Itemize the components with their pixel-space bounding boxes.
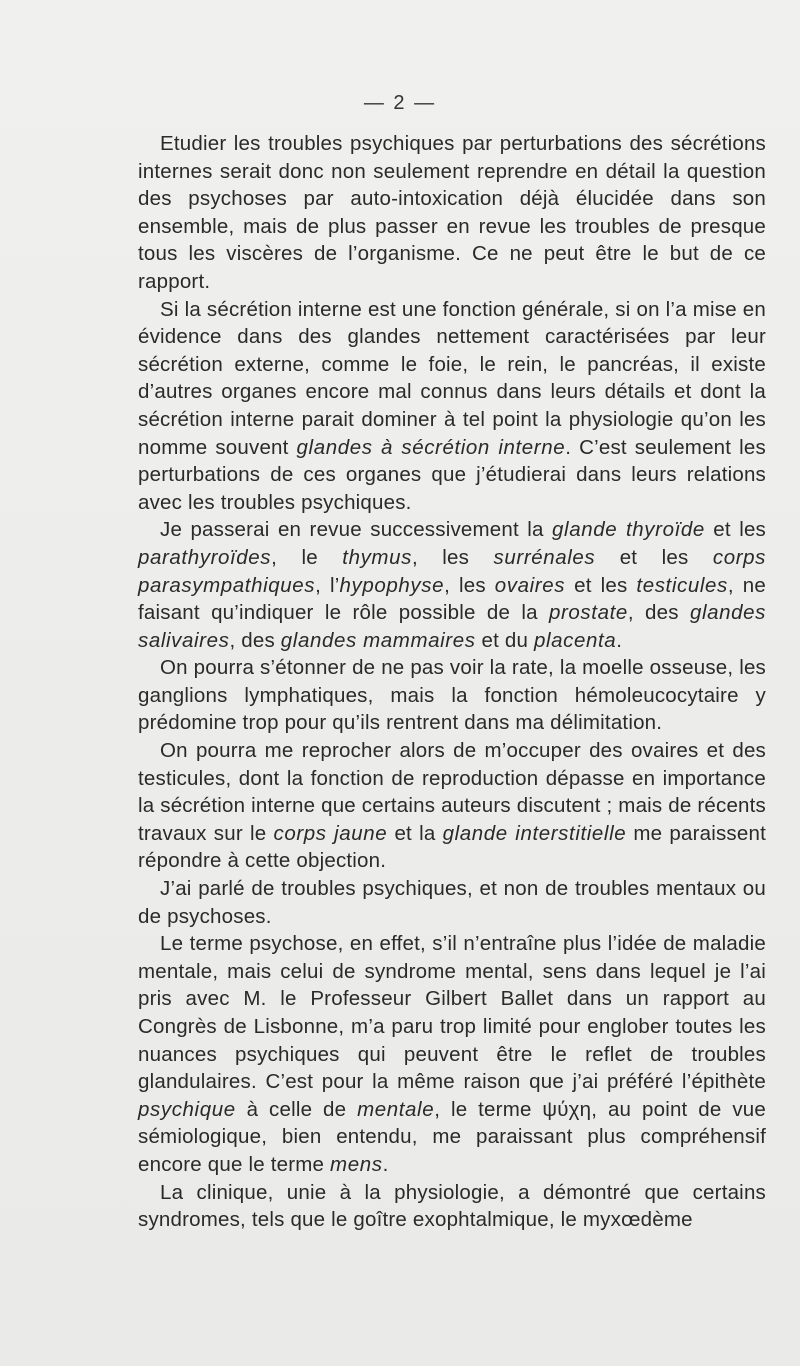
- text-run: et les: [595, 545, 713, 569]
- italic-term: hypophyse: [339, 573, 445, 597]
- italic-term: psychique: [138, 1097, 236, 1121]
- paragraph: [138, 737, 766, 875]
- text-run: J’ai parlé de troubles psychiques, et non de troubles mentaux ou de psychoses.: [138, 877, 766, 928]
- paragraph: [138, 130, 766, 296]
- text-run: , des: [627, 601, 690, 625]
- italic-term: glande thyroïde: [552, 518, 705, 542]
- text-run: , les: [411, 545, 494, 569]
- text-run: me paraissent répondre à cette objection.: [138, 821, 766, 873]
- text-run: , les: [444, 573, 495, 597]
- paragraph: [138, 296, 766, 517]
- text-run: On pourra s’étonner de ne pas voir la rate, la moelle osseuse, les ganglions lymphatiques, mais la fonction hémoleucocytaire y prédomine trop pour qu’ils rentrent dans ma délimitation.: [138, 656, 766, 735]
- text-run: . C’est seulement les perturbations de ces organes que j’étudierai dans leurs relations avec les troubles psychiques.: [138, 435, 766, 514]
- text-run: et les: [565, 573, 637, 597]
- text-run: .: [382, 1152, 389, 1176]
- italic-term: glandes mammaires: [280, 628, 476, 652]
- paragraph: [138, 1179, 766, 1234]
- italic-term: parathyroïdes: [138, 545, 272, 569]
- body-text: [138, 130, 766, 1234]
- text-run: , l’: [315, 573, 340, 597]
- paragraph: [138, 654, 766, 737]
- text-run: Si la sécrétion interne est une fonction générale, si on l’a mise en évidence dans des glandes nettement caractérisées par leur sécrétion externe, comme le foie, le rein, le pancréas, il existe d’autres organes encore mal connus dans leurs détails et dont la sécrétion interne parait dominer à tel point la physiologie qu’on les nomme souvent: [138, 297, 766, 459]
- text-run: On pourra me reprocher alors de m’occuper des ovaires et des testicules, dont la fonction de reproduction dépasse en importance la sécrétion interne que certains auteurs discutent ; mais de récents travaux sur le: [138, 739, 766, 845]
- italic-term: corps parasympathiques: [138, 545, 767, 597]
- italic-term: testicules: [636, 573, 728, 597]
- italic-term: placenta: [533, 628, 617, 652]
- italic-term: glandes salivaires: [138, 601, 767, 652]
- italic-term: mens: [330, 1152, 383, 1176]
- text-run: , le: [271, 545, 343, 569]
- text-run: , des: [229, 628, 281, 652]
- text-run: à celle de: [235, 1097, 358, 1121]
- text-run: , ne faisant qu’indiquer le rôle possible de la: [138, 573, 766, 625]
- italic-term: corps jaune: [273, 821, 388, 845]
- italic-term: mentale: [357, 1097, 435, 1121]
- text-run: et les: [704, 518, 767, 542]
- text-run: Etudier les troubles psychiques par perturbations des sécrétions internes serait donc non seulement reprendre en détail la question des psychoses par auto-intoxication déjà élucidée dans son ensemble, mais de plus passer en revue les troubles de presque tous les viscères de l’organisme. Ce ne peut être le but de ce rapport.: [138, 132, 766, 293]
- page-number: — 2 —: [363, 92, 437, 114]
- paragraph: [138, 930, 766, 1178]
- italic-term: prostate: [549, 601, 628, 625]
- text-run: et la: [387, 821, 443, 845]
- italic-term: glandes à sécrétion interne: [296, 435, 566, 459]
- italic-term: ovaires: [494, 573, 566, 597]
- italic-term: surrénales: [493, 545, 596, 569]
- text-run: .: [616, 628, 623, 652]
- paragraph: [138, 516, 766, 654]
- text-run: La clinique, unie à la physiologie, a démontré que certains syndromes, tels que le goître exophtalmique, le myxœdème: [138, 1180, 766, 1232]
- text-run: Je passerai en revue successivement la: [160, 518, 553, 542]
- italic-term: thymus: [342, 545, 412, 569]
- paragraph: [138, 875, 766, 930]
- text-run: Le terme psychose, en effet, s’il n’entraîne plus l’idée de maladie mentale, mais celui de syndrome mental, sens dans lequel je l’ai pris avec M. le Professeur Gilbert Ballet dans un rapport au Congrès de Lisbonne, m’a paru trop limité pour englober toutes les nuances psychiques qui peuvent être le reflet de troubles glandulaires. C’est pour la même raison que j’ai préféré l’épithète: [138, 932, 766, 1094]
- text-run: , le terme ψύχη, au point de vue sémiologique, bien entendu, me paraissant plus compréhensif encore que le terme: [138, 1097, 766, 1176]
- text-run: et du: [475, 628, 534, 652]
- italic-term: glande interstitielle: [442, 821, 627, 845]
